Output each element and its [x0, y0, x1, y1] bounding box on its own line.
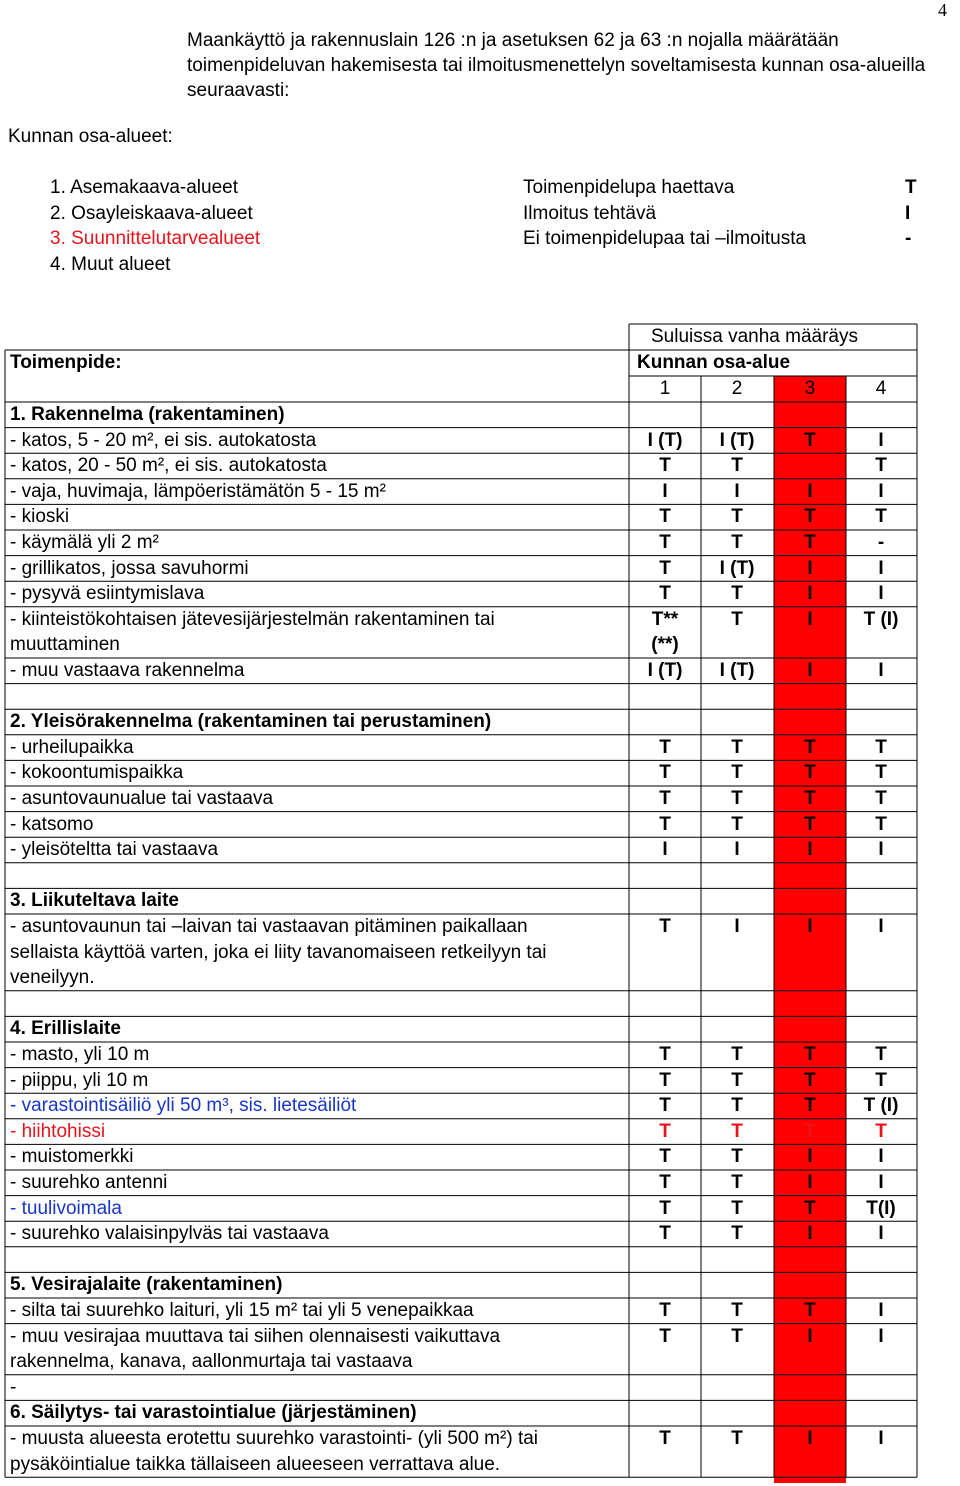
row-value: I (T) — [719, 429, 755, 451]
row-value: T — [731, 1146, 743, 1168]
row-value: T — [659, 1197, 671, 1219]
row-label: - masto, yli 10 m — [10, 1044, 150, 1065]
row-value: T — [731, 1095, 743, 1117]
row-value: I — [807, 1428, 813, 1449]
row-label: - hiihtohissi — [10, 1120, 106, 1142]
row-label: - katsomo — [10, 813, 94, 835]
row-value: T — [659, 1300, 671, 1321]
row-value: I — [878, 583, 884, 605]
row-value: I — [734, 916, 740, 937]
row-label: - vaja, huvimaja, lämpöeristämätön 5 - 15 m² — [10, 480, 386, 502]
kunnan-osa-alue-label: Kunnan osa-alue — [637, 352, 791, 373]
legend-code: I — [905, 202, 911, 224]
row-value: T — [659, 455, 671, 477]
row-value: I — [878, 1325, 884, 1347]
row-label: - kokoontumispaikka — [10, 762, 184, 784]
row-label: - grillikatos, jossa savuhormi — [10, 557, 249, 579]
row-label: - suurehko antenni — [10, 1172, 168, 1193]
row-value: T — [875, 455, 887, 477]
row-value: T — [804, 1197, 816, 1219]
row-label: - muu vastaava rakennelma — [10, 660, 245, 681]
row-value: I — [807, 916, 813, 937]
row-value: T — [804, 762, 816, 784]
row-label: - kioski — [10, 506, 70, 528]
row-value: T — [804, 532, 816, 553]
row-value: T — [659, 506, 671, 528]
row-value: T — [659, 1044, 671, 1065]
row-value: I — [878, 1428, 884, 1449]
row-value: T — [659, 916, 671, 937]
row-value: I — [662, 839, 668, 861]
row-value: I — [734, 480, 740, 502]
area-item: 3. Suunnittelutarvealueet — [50, 228, 261, 249]
row-label-line3: veneilyyn. — [10, 967, 95, 989]
row-value: T — [731, 506, 743, 528]
row-label: - katos, 20 - 50 m², ei sis. autokatosta — [10, 455, 327, 477]
row-value: T — [731, 608, 743, 630]
row-label: 6. Säilytys- tai varastointialue (järjestäminen) — [10, 1402, 417, 1424]
row-value: T — [804, 506, 816, 528]
row-label-line2: sellaista käyttöä varten, joka ei liity tavanomaiseen retkeilyyn tai — [10, 941, 547, 963]
row-value: T — [659, 1120, 671, 1142]
column-number: 2 — [731, 378, 743, 399]
row-label: 3. Liikuteltava laite — [10, 890, 179, 912]
row-label: - kiinteistökohtaisen jätevesijärjestelmän rakentaminen tai — [10, 608, 495, 630]
row-value: T — [875, 506, 887, 528]
row-value: T — [731, 1172, 743, 1193]
row-value: T — [659, 532, 671, 553]
legend-text: Ilmoitus tehtävä — [523, 202, 657, 224]
row-label-line2: rakennelma, kanava, aallonmurtaja tai vastaava — [10, 1351, 413, 1373]
row-value: I — [878, 1172, 884, 1193]
legend-code: T — [905, 177, 917, 198]
row-value: I — [807, 480, 813, 502]
row-value: I (T) — [647, 429, 683, 451]
row-label: 4. Erillislaite — [10, 1018, 121, 1040]
row-value: T — [731, 1428, 743, 1449]
row-label: - asuntovaunun tai –laivan tai vastaavan pitäminen paikallaan — [10, 916, 528, 937]
legend-text: Toimenpidelupa haettava — [523, 177, 735, 198]
row-value: T — [731, 1069, 743, 1091]
row-value: T — [804, 1300, 816, 1321]
row-value: T — [731, 1197, 743, 1219]
row-value: I — [807, 1172, 813, 1193]
column-number: 4 — [875, 378, 887, 399]
row-value: T — [804, 1095, 816, 1117]
row-value: T — [731, 736, 743, 758]
row-label: - muusta alueesta erotettu suurehko varastointi- (yli 500 m²) tai — [10, 1428, 539, 1449]
row-value: I — [662, 480, 668, 502]
row-value: T — [659, 1428, 671, 1449]
row-value: T — [731, 1223, 743, 1245]
row-value: T — [731, 813, 743, 835]
table-note: Suluissa vanha määräys — [651, 326, 858, 347]
row-label-line2: pysäköintialue taikka tällaiseen alueeseen verrattava alue. — [10, 1453, 501, 1475]
row-value: T — [804, 736, 816, 758]
row-value: T — [875, 813, 887, 835]
row-value: T — [659, 1223, 671, 1245]
row-value: I — [807, 557, 813, 579]
column-number: 1 — [659, 378, 671, 399]
row-value: I — [734, 839, 740, 861]
row-value: I — [878, 429, 884, 451]
row-label: - yleisöteltta tai vastaava — [10, 839, 219, 861]
row-value: T — [659, 557, 671, 579]
row-value: T — [731, 788, 743, 809]
row-label: - pysyvä esiintymislava — [10, 583, 205, 605]
row-value: I (T) — [719, 660, 755, 681]
row-label: 1. Rakennelma (rakentaminen) — [10, 404, 285, 425]
row-value: T — [659, 762, 671, 784]
row-value: I — [878, 916, 884, 937]
row-value: T — [731, 1300, 743, 1321]
row-value: I (T) — [719, 557, 755, 579]
row-value: T — [659, 736, 671, 758]
row-label-line2: muuttaminen — [10, 634, 120, 656]
row-value: T — [804, 788, 816, 809]
row-value: T — [731, 1120, 743, 1142]
row-value: I — [807, 1146, 813, 1168]
row-label: - urheilupaikka — [10, 736, 134, 758]
legend-text: Ei toimenpidelupaa tai –ilmoitusta — [523, 228, 807, 249]
row-value: I — [807, 1223, 813, 1245]
row-label: - varastointisäiliö yli 50 m³, sis. lietesäiliöt — [10, 1095, 357, 1117]
row-value: T — [875, 788, 887, 809]
row-value: T — [875, 762, 887, 784]
row-value: T — [731, 583, 743, 605]
row-value: I — [878, 839, 884, 861]
area-item: 1. Asemakaava-alueet — [50, 177, 239, 198]
row-label: - piippu, yli 10 m — [10, 1069, 149, 1091]
row-value: T — [659, 1172, 671, 1193]
row-value: T — [875, 736, 887, 758]
row-value: T — [659, 1095, 671, 1117]
row-value: I — [878, 1146, 884, 1168]
row-value: T — [731, 1044, 743, 1065]
row-value: T — [659, 1069, 671, 1091]
row-label: - muistomerkki — [10, 1146, 134, 1168]
row-value: I (T) — [647, 660, 683, 681]
row-value: T — [659, 1146, 671, 1168]
legend-code: - — [905, 228, 912, 249]
row-value: T — [731, 762, 743, 784]
row-value: I — [878, 1223, 884, 1245]
row-value: I — [807, 583, 813, 605]
row-label: - suurehko valaisinpylväs tai vastaava — [10, 1223, 329, 1245]
row-label: - tuulivoimala — [10, 1197, 122, 1219]
row-value: T — [659, 583, 671, 605]
row-value: I — [878, 1300, 884, 1321]
row-value: T — [804, 813, 816, 835]
intro-paragraph: Maankäyttö ja rakennuslain 126 :n ja asetuksen 62 ja 63 :n nojalla määrätään toimenpideluvan hakemisesta tai ilmoitusmenettelyn soveltamisesta kunnan osa-alueilla seuraavasti: — [187, 30, 926, 101]
row-value: I — [807, 1325, 813, 1347]
row-label: 2. Yleisörakennelma (rakentaminen tai perustaminen) — [10, 711, 492, 733]
row-label: - asuntovaunualue tai vastaava — [10, 788, 274, 809]
row-value: T — [731, 1325, 743, 1347]
row-value: T (I) — [863, 608, 899, 630]
areas-title: Kunnan osa-alueet: — [8, 126, 173, 147]
area-item: 4. Muut alueet — [50, 253, 171, 275]
row-value: T — [804, 1069, 816, 1091]
row-value: T — [875, 1044, 887, 1065]
row-value: I — [878, 660, 884, 681]
row-value: I — [807, 608, 813, 630]
row-value: T — [659, 813, 671, 835]
row-value: I — [807, 839, 813, 861]
row-value: T(I) — [866, 1197, 896, 1219]
page-number: 4 — [938, 0, 947, 20]
row-value: I — [878, 557, 884, 579]
row-value: T — [804, 1044, 816, 1065]
area-item: 2. Osayleiskaava-alueet — [50, 202, 253, 224]
row-value: T — [804, 1120, 816, 1142]
row-value: I — [807, 660, 813, 681]
row-value-line2: (**) — [651, 634, 679, 656]
row-value: T — [731, 455, 743, 477]
row-value: - — [877, 532, 885, 553]
column-number: 3 — [804, 378, 816, 399]
row-value: T — [659, 1325, 671, 1347]
row-label: - käymälä yli 2 m² — [10, 532, 159, 553]
row-label: - silta tai suurehko laituri, yli 15 m² tai yli 5 venepaikkaa — [10, 1300, 474, 1321]
row-label: - muu vesirajaa muuttava tai siihen olennaisesti vaikuttava — [10, 1325, 501, 1347]
row-value: T (I) — [863, 1095, 899, 1117]
row-value: T — [875, 1120, 887, 1142]
row-value: T — [875, 1069, 887, 1091]
row-value: T — [804, 429, 816, 451]
row-label: 5. Vesirajalaite (rakentaminen) — [10, 1274, 283, 1296]
row-label: - katos, 5 - 20 m², ei sis. autokatosta — [10, 429, 317, 451]
row-value: T — [659, 788, 671, 809]
row-value: I — [878, 480, 884, 502]
row-value: T — [731, 532, 743, 553]
toimenpide-label: Toimenpide: — [10, 352, 122, 373]
row-value: T** — [651, 608, 679, 630]
row-label: - — [10, 1376, 17, 1398]
